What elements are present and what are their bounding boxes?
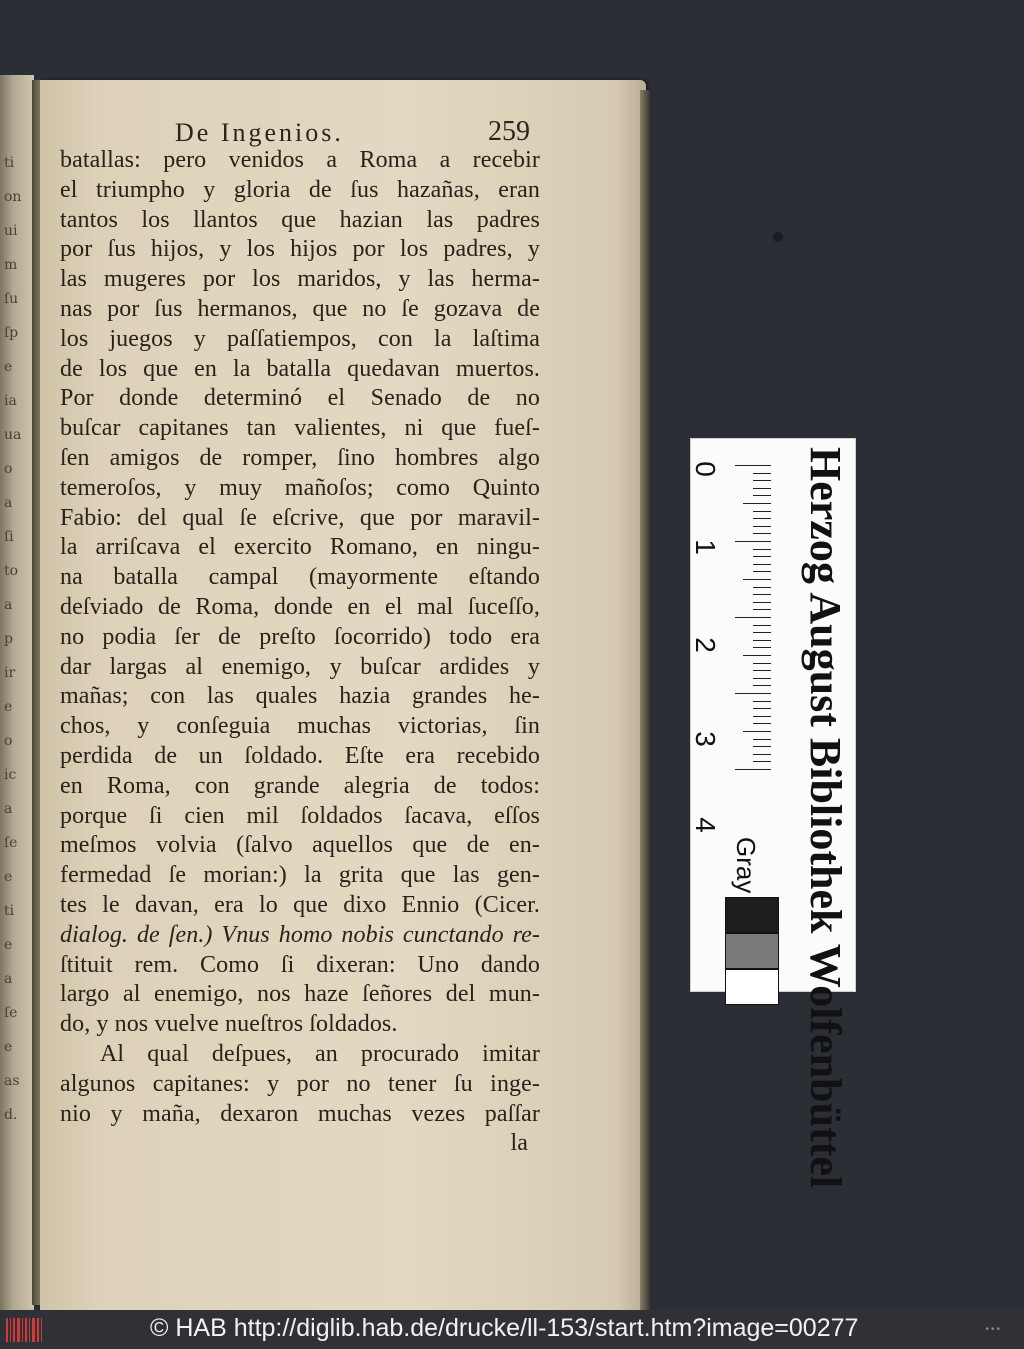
text-line: temeroſos, y muy mañoſos; como Quinto: [60, 474, 540, 501]
text-line: ſtituit rem. Como ſi dixeran: Uno dando: [60, 951, 540, 978]
previous-page-fragment: ic: [4, 767, 17, 783]
scan-mark: [773, 232, 783, 242]
previous-page-fragment: e: [4, 869, 13, 885]
text-line: Fabio: del qual ſe eſcrive, que por maravil-: [60, 504, 540, 531]
previous-page-fragment: e: [4, 699, 13, 715]
previous-page-fragment: a: [4, 971, 13, 987]
text-line: la: [510, 1130, 528, 1157]
text-line: largo al enemigo, nos haze ſeñores del mun-: [60, 981, 540, 1008]
ruler-number-0: 0: [689, 461, 721, 477]
text-line: no podia ſer de preſto ſocorrido) todo era: [60, 623, 540, 650]
text-line: mañas; con las quales hazia grandes he-: [60, 683, 540, 710]
ruler-number-1: 1: [689, 539, 721, 555]
previous-page-fragment: ti: [4, 155, 15, 171]
ruler-number-4: 4: [689, 817, 721, 833]
text-line: de los que en la batalla quedavan muertos.: [60, 355, 540, 382]
previous-page-fragment: ſe: [4, 835, 18, 851]
text-line: tes le davan, era lo que dixo Ennio (Cicer.: [60, 891, 540, 918]
text-line: las mugeres por los maridos, y las herma-: [60, 266, 540, 293]
previous-page-fragment: to: [4, 563, 19, 579]
page-body-text: [60, 146, 540, 1159]
previous-page-fragment: ſi: [4, 529, 14, 545]
text-line: la arriſcava el exercito Romano, en ningu-: [60, 534, 540, 561]
library-name: Herzog August Bibliothek Wolfenbüttel: [801, 447, 850, 1189]
previous-page-fragment: ſp: [4, 325, 19, 341]
previous-page-fragment: o: [4, 461, 13, 477]
page-number: 259: [488, 116, 530, 147]
previous-page-fragment: on: [4, 189, 22, 205]
text-line: fermedad ſe morian:) la grita que las gen-: [60, 862, 540, 889]
text-line: na batalla campal (mayormente eſtando: [60, 564, 540, 591]
text-line: el triumpho y gloria de ſus hazañas, eran: [60, 176, 540, 203]
previous-page-fragment: d.: [4, 1107, 18, 1123]
previous-page-fragment: as: [4, 1073, 20, 1089]
gray-swatch-white: [725, 969, 779, 1005]
text-line: chos, y conſeguia muchas victorias, ſin: [60, 713, 540, 740]
text-line: nio y maña, dexaron muchas vezes paſſar: [60, 1100, 540, 1127]
previous-page-fragment: ia: [4, 393, 17, 409]
previous-page-edge: [0, 75, 34, 1310]
text-line: en Roma, con grande alegria de todos:: [60, 772, 540, 799]
page-edge-shadow: [640, 90, 650, 1310]
previous-page-fragment: ui: [4, 223, 18, 239]
text-line: por ſus hijos, y los hijos por los padres, y: [60, 236, 540, 263]
hab-logo-icon: [6, 1318, 48, 1342]
ruler-number-3: 3: [689, 731, 721, 747]
previous-page-fragment: ti: [4, 903, 15, 919]
text-line: dar largas al enemigo, y buſcar ardides y: [60, 653, 540, 680]
previous-page-fragment: o: [4, 733, 13, 749]
text-line: do, y nos vuelve nueſtros ſoldados.: [60, 1011, 398, 1038]
text-line: deſviado de Roma, donde en el mal ſuceſſo,: [60, 593, 540, 620]
text-line: dialog. de ſen.) Vnus homo nobis cunctando re-: [60, 921, 540, 948]
text-line: ſen amigos de romper, ſino hombres algo: [60, 444, 540, 471]
text-line: buſcar capitanes tan valientes, ni que fueſ-: [60, 415, 540, 442]
previous-page-fragment: ſu: [4, 291, 19, 307]
previous-page-fragment: e: [4, 359, 13, 375]
gray-swatch-black: [725, 897, 779, 933]
footer-bar: [0, 1310, 1024, 1349]
text-line: los juegos y paſſatiempos, con la laſtima: [60, 325, 540, 352]
previous-page-fragment: e: [4, 937, 13, 953]
text-line: Al qual deſpues, an procurado imitar: [100, 1040, 540, 1067]
text-line: Por donde determinó el Senado de no: [60, 385, 540, 412]
previous-page-fragment: ir: [4, 665, 16, 681]
previous-page-fragment: m: [4, 257, 18, 273]
text-line: perdida de un ſoldado. Eſte era recebido: [60, 742, 540, 769]
previous-page-fragment: a: [4, 495, 13, 511]
text-line: meſmos volvia (ſalvo aquellos que de en-: [60, 832, 540, 859]
scale-ruler: [689, 438, 856, 1189]
previous-page-fragment: ſe: [4, 1005, 18, 1021]
gray-swatch-mid: [725, 933, 779, 969]
previous-page-fragment: e: [4, 1039, 13, 1055]
text-line: algunos capitanes: y por no tener ſu inge-: [60, 1070, 540, 1097]
text-line: porque ſi cien mil ſoldados ſacava, eſſos: [60, 802, 540, 829]
previous-page-fragment: a: [4, 801, 13, 817]
running-head: De Ingenios.: [175, 118, 344, 147]
text-line: nas por ſus hermanos, que no ſe gozava de: [60, 295, 540, 322]
footer-dots-icon: •••: [985, 1324, 1002, 1335]
footer-credit-link[interactable]: © HAB http://diglib.hab.de/drucke/ll-153/start.htm?image=00277: [150, 1314, 859, 1342]
previous-page-fragment: ua: [4, 427, 22, 443]
ruler-number-2: 2: [689, 637, 721, 653]
text-line: batallas: pero venidos a Roma a recebir: [60, 147, 540, 173]
previous-page-fragment: p: [4, 631, 13, 647]
text-line: tantos los llantos que hazian las padres: [60, 206, 540, 233]
previous-page-fragment: a: [4, 597, 13, 613]
